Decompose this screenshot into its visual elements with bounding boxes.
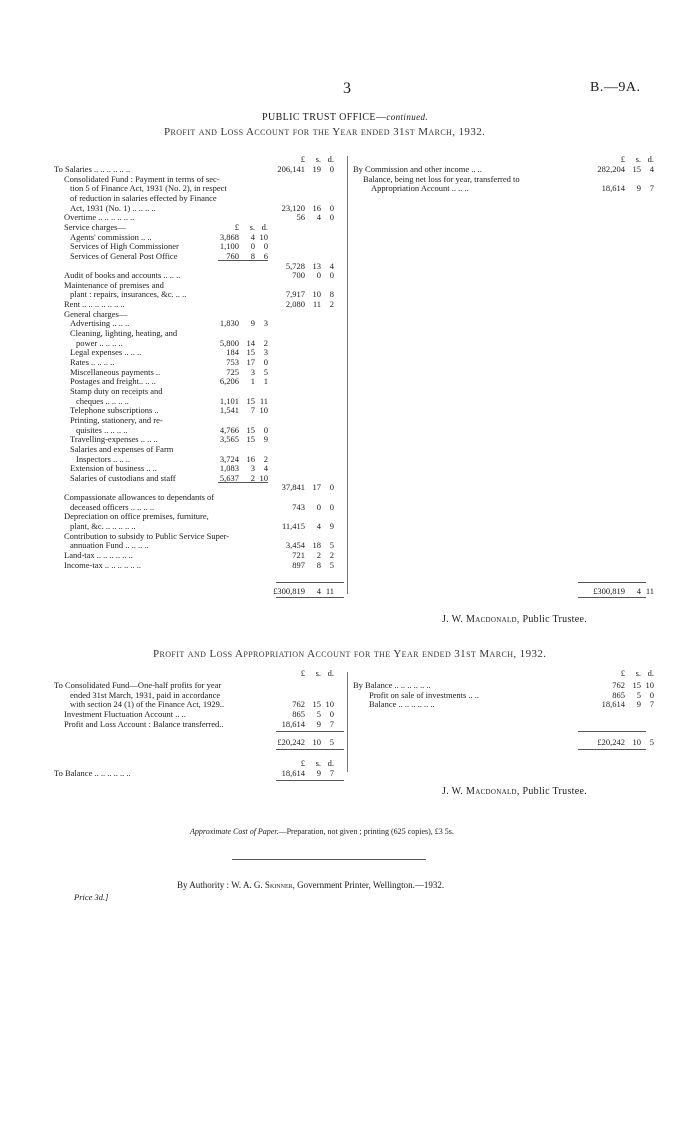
pl-right-amount-shillings: 15 — [632, 164, 641, 174]
pl-inner-amount — [201, 425, 268, 435]
pl-left-line: Contribution to subsidy to Public Service Super- — [64, 530, 230, 541]
pl-left-line: cheques .. .. .. .. — [76, 395, 129, 406]
document-reference: B.—9A. — [590, 80, 641, 95]
pl-right-line: By Commission and other income .. .. — [353, 164, 482, 174]
pl-left-amount-shillings: 4 — [316, 521, 321, 532]
balance-col-head-shillings: s. — [315, 758, 321, 768]
pl-left-col-head — [267, 154, 334, 164]
pl-left-amount-pence: 8 — [329, 289, 334, 300]
pl-left-amount — [267, 521, 334, 531]
pl-right-col-head-pounds: £ — [620, 154, 625, 164]
pl-left-amount-pence: 0 — [329, 202, 334, 213]
pl-left-line: Maintenance of premises and — [64, 279, 164, 290]
pl-left-line: plant : repairs, insurances, &c. .. .. — [70, 289, 187, 300]
office-heading — [262, 112, 428, 123]
pl-left-line: Salaries of custodians and staff — [70, 472, 176, 483]
pl-left-amount-pounds: 700 — [292, 270, 305, 281]
pl-left-line: Services of High Commissioner — [70, 241, 179, 252]
pl-left-line: Salaries and expenses of Farm — [70, 443, 174, 454]
pl-left-amount-pence: 2 — [329, 299, 334, 310]
pl-left-amount — [267, 289, 334, 299]
cost-note-text: —Preparation, not given ; printing (625 copies), £3 5s. — [278, 827, 454, 836]
appr-right-total-pounds: £20,242 — [597, 737, 625, 747]
pl-inner-amount-pounds: 1,541 — [219, 405, 239, 416]
signature-role: Public Trustee. — [519, 786, 588, 797]
pl-inner-amount — [201, 338, 268, 348]
pl-left-amount-pounds: 56 — [296, 212, 305, 223]
pl-inner-amount-shillings: 16 — [246, 453, 255, 464]
pl-inner-amount-pence: 10 — [259, 472, 268, 483]
pl-left-amount — [267, 540, 334, 550]
pl-left-line: tion 5 of Finance Act, 1931 (No. 2), in respect — [70, 183, 227, 194]
rule — [578, 597, 646, 598]
pl-left-amount-shillings: 18 — [312, 540, 321, 551]
pl-left-line: of reduction in salaries effected by Finance — [70, 192, 217, 203]
cost-note — [190, 827, 454, 836]
pl-inner-amount-shillings: 8 — [250, 250, 255, 261]
appr-right-amount-shillings: 5 — [636, 689, 641, 700]
pl-inner-amount-shillings: 15 — [246, 347, 255, 358]
pl-inner-amount-pence: 0 — [263, 241, 268, 252]
pl-inner-amount-pounds: 4,766 — [219, 424, 239, 435]
balance-amount — [267, 768, 334, 778]
appr-right-amount — [587, 680, 654, 690]
column-rule — [347, 672, 348, 772]
pl-left-col-head-pence: d. — [327, 154, 334, 164]
pl-left-line: Advertising .. .. .. — [70, 318, 130, 329]
pl-inner-amount — [201, 367, 268, 377]
pl-left-amount-shillings: 0 — [316, 501, 321, 512]
pl-left-line: Telephone subscriptions .. — [70, 405, 159, 416]
appr-right-amount-shillings: 15 — [632, 680, 641, 690]
pl-left-line: deceased officers .. .. .. .. — [70, 501, 155, 512]
appr-right-amount-shillings: 9 — [636, 699, 641, 710]
pl-left-amount-pounds: 37,841 — [281, 482, 305, 493]
price: Price 3d.] — [74, 892, 109, 902]
pl-inner-amount-shillings: 7 — [250, 405, 255, 416]
pl-left-amount-pence: 2 — [329, 550, 334, 560]
pl-inner-amount-pounds: 1,083 — [219, 463, 239, 474]
pl-left-amount-shillings: 4 — [316, 212, 321, 223]
pl-left-line: Audit of books and accounts .. .. .. — [64, 270, 181, 281]
pl-left-amount-pounds: 897 — [292, 559, 305, 570]
appr-right-col-head — [587, 668, 654, 678]
pl-left-amount-pounds: 23,120 — [281, 202, 305, 213]
appr-right-amount-pounds: 865 — [612, 689, 625, 700]
pl-inner-col-head-pence: d. — [261, 221, 268, 232]
pl-inner-amount-pence: 10 — [259, 231, 268, 242]
pl-left-amount-pence: 5 — [329, 540, 334, 551]
pl-left-amount-pounds: 743 — [292, 501, 305, 512]
pl-left-line: Stamp duty on receipts and — [70, 385, 163, 396]
pl-left-amount-pounds: 721 — [292, 550, 305, 560]
appr-left-col-head-shillings: s. — [315, 668, 321, 678]
pl-left-col-head-pounds: £ — [300, 154, 305, 164]
appr-left-line: To Consolidated Fund—One-half profits for year — [54, 680, 222, 690]
appr-left-amount-shillings: 5 — [316, 708, 321, 719]
pl-left-line: Printing, stationery, and re- — [70, 414, 163, 425]
appr-left-total-pence: 5 — [329, 737, 334, 747]
pl-left-line: Agents' commission .. .. — [70, 231, 152, 242]
pl-left-amount — [267, 261, 334, 271]
pl-left-amount-pence: 0 — [329, 270, 334, 281]
pl-right-amount — [587, 164, 654, 174]
pl-inner-col-head-pounds: £ — [234, 221, 239, 232]
pl-left-amount-pounds: 7,917 — [285, 289, 305, 300]
authority-name: W. A. G. Skinner, — [231, 880, 295, 890]
pl-inner-amount-shillings: 15 — [246, 434, 255, 445]
pl-inner-amount-pounds: 5,637 — [219, 472, 239, 483]
pl-right-amount — [587, 183, 654, 193]
pl-left-amount — [267, 203, 334, 213]
pl-inner-amount-shillings: 17 — [246, 357, 255, 367]
pl-left-amount — [267, 482, 334, 492]
appr-right-total-shillings: 10 — [632, 737, 641, 747]
pl-inner-amount-pounds: 3,565 — [219, 434, 239, 445]
pl-inner-col-head — [201, 222, 268, 232]
pl-left-amount — [267, 550, 334, 560]
pl-inner-amount-pence: 6 — [263, 250, 268, 261]
pl-inner-amount — [201, 241, 268, 251]
pl-inner-amount-pounds: 1,100 — [219, 241, 239, 252]
authority-pre: By Authority : — [177, 880, 232, 890]
appr-left-amount-shillings: 15 — [312, 699, 321, 710]
appr-right-amount-pence: 0 — [649, 689, 654, 700]
pl-left-line: Land-tax .. .. .. .. .. .. — [64, 550, 133, 560]
pl-right-line: Balance, being net loss for year, transferred to — [363, 173, 520, 184]
appr-left-amount-pounds: 18,614 — [281, 718, 305, 729]
pl-left-amount-shillings: 19 — [312, 164, 321, 174]
pl-inner-col-head-shillings: s. — [249, 221, 255, 232]
pl-left-line: Rent .. .. .. .. .. .. .. — [64, 299, 125, 310]
rule — [218, 482, 268, 483]
pl-left-amount-shillings: 10 — [312, 289, 321, 300]
pl-left-line: General charges— — [64, 308, 128, 319]
pl-left-line: Depreciation on office premises, furniture, — [64, 511, 209, 522]
appr-left-amount — [267, 719, 334, 729]
pl-inner-amount-pounds: 184 — [226, 347, 239, 358]
balance-line: To Balance .. .. .. .. .. .. — [54, 768, 131, 778]
appr-left-amount-pence: 7 — [329, 718, 334, 729]
appr-right-total — [587, 737, 654, 747]
pl-inner-amount-pence: 2 — [263, 337, 268, 348]
pl-inner-amount — [201, 463, 268, 473]
pl-left-line: Legal expenses .. .. .. — [70, 347, 142, 358]
pl-right-line: Appropriation Account .. .. .. — [371, 183, 469, 194]
office-heading-main: PUBLIC TRUST OFFICE— — [262, 112, 387, 123]
pl-right-amount-pounds: 18,614 — [601, 183, 625, 194]
pl-left-col-head-shillings: s. — [315, 154, 321, 164]
pl-left-total — [267, 586, 334, 596]
appr-left-total-shillings: 10 — [312, 737, 321, 747]
authority-post: Government Printer, Wellington.—1932. — [294, 880, 445, 890]
pl-inner-amount-pounds: 753 — [226, 357, 239, 367]
pl-inner-amount-pence: 3 — [263, 318, 268, 329]
pl-inner-amount-pounds: 6,206 — [219, 376, 239, 387]
pl-left-amount-shillings: 8 — [316, 559, 321, 570]
pl-inner-amount-shillings: 3 — [250, 463, 255, 474]
pl-left-amount — [267, 299, 334, 309]
pl-left-amount-pence: 5 — [329, 559, 334, 570]
pl-inner-amount-shillings: 1 — [250, 376, 255, 387]
appr-right-amount — [587, 699, 654, 709]
appr-left-total — [267, 737, 334, 747]
appr-right-col-head-pence: d. — [647, 668, 654, 678]
pl-left-line: Postages and freight.. .. .. — [70, 376, 156, 387]
pl-left-amount — [267, 502, 334, 512]
appr-right-amount-pounds: 18,614 — [601, 699, 625, 710]
pl-inner-amount — [201, 454, 268, 464]
pl-inner-amount-pounds: 725 — [226, 366, 239, 377]
office-heading-continued: continued. — [386, 112, 429, 122]
appr-left-amount-pence: 0 — [329, 708, 334, 719]
signature-1 — [442, 614, 587, 625]
pl-left-amount-shillings: 0 — [316, 270, 321, 281]
pl-left-line: Overtime .. .. .. .. .. .. — [64, 212, 135, 223]
pl-left-line: Inspectors .. .. .. — [76, 453, 131, 464]
pl-left-amount-shillings: 2 — [316, 550, 321, 560]
pl-left-line: Service charges— — [64, 221, 126, 232]
pl-left-amount-pounds: 2,080 — [285, 299, 305, 310]
pl-left-amount-shillings: 11 — [312, 299, 321, 310]
pl-left-line: annuation Fund .. .. .. .. — [70, 540, 149, 551]
balance-amount-shillings: 9 — [316, 768, 321, 778]
balance-col-head — [267, 758, 334, 768]
page-number: 3 — [343, 80, 351, 97]
pl-right-amount-pence: 7 — [649, 183, 654, 194]
pl-inner-amount-shillings: 14 — [246, 337, 255, 348]
appr-right-amount-pounds: 762 — [612, 680, 625, 690]
pl-left-amount-pence: 0 — [329, 501, 334, 512]
rule — [276, 731, 344, 732]
pl-left-amount — [267, 270, 334, 280]
cost-note-label: Approximate Cost of Paper. — [190, 827, 279, 836]
pl-inner-amount-pence: 9 — [263, 434, 268, 445]
pl-left-line: Compassionate allowances to dependants of — [64, 492, 215, 503]
pl-inner-amount-pounds: 1,101 — [219, 395, 239, 406]
appr-left-amount-pounds: 865 — [292, 708, 305, 719]
pl-left-line: Cleaning, lighting, heating, and — [70, 328, 178, 339]
pl-inner-amount-pence: 4 — [263, 463, 268, 474]
rule — [218, 260, 268, 261]
pl-inner-amount-pence: 11 — [259, 395, 268, 406]
pl-inner-amount-pence: 1 — [263, 376, 268, 387]
divider — [232, 859, 426, 860]
appr-left-col-head-pounds: £ — [300, 668, 305, 678]
rule — [276, 749, 344, 750]
authority-line — [177, 880, 444, 890]
pl-inner-amount-pence: 3 — [263, 347, 268, 358]
pl-inner-amount-pounds: 760 — [226, 250, 239, 261]
pl-left-line: power .. .. .. .. — [76, 337, 123, 348]
pl-inner-amount — [201, 232, 268, 242]
appr-left-amount-pence: 10 — [325, 699, 334, 710]
rule — [578, 582, 646, 583]
pl-right-col-head-shillings: s. — [635, 154, 641, 164]
pl-left-amount — [267, 560, 334, 570]
appr-left-amount — [267, 699, 334, 709]
pl-inner-amount-pounds: 1,830 — [219, 318, 239, 329]
pl-inner-amount — [201, 318, 268, 328]
appr-right-line: By Balance .. .. .. .. .. .. — [353, 680, 431, 690]
pl-left-line: Extension of business .. .. — [70, 463, 157, 474]
pl-inner-amount-shillings: 2 — [250, 472, 255, 483]
pl-inner-amount-pence: 2 — [263, 453, 268, 464]
pl-left-amount — [267, 164, 334, 174]
rule — [276, 597, 344, 598]
pl-inner-amount-pence: 10 — [259, 405, 268, 416]
pl-inner-amount-pence: 0 — [263, 424, 268, 435]
pl-right-total-pence: 11 — [645, 586, 654, 596]
pl-left-total-pence: 11 — [325, 586, 334, 596]
pl-inner-amount-pence: 0 — [263, 357, 268, 367]
pl-right-col-head — [587, 154, 654, 164]
pl-left-amount-pounds: 206,141 — [277, 164, 305, 174]
balance-amount-pounds: 18,614 — [281, 768, 305, 778]
column-rule — [347, 156, 348, 594]
pl-left-amount-pounds: 5,728 — [285, 260, 305, 271]
pl-left-amount-pence: 9 — [329, 521, 334, 532]
pl-inner-amount — [201, 376, 268, 386]
appr-left-amount-shillings: 9 — [316, 718, 321, 729]
pl-left-amount-pence: 0 — [329, 212, 334, 223]
appr-left-line: Profit and Loss Account : Balance transferred.. — [64, 718, 224, 729]
pl-inner-amount-pence: 5 — [263, 366, 268, 377]
pl-inner-amount-shillings: 15 — [246, 395, 255, 406]
appr-right-line: Balance .. .. .. .. .. .. — [369, 699, 435, 710]
pl-left-total-shillings: 4 — [316, 586, 321, 596]
appr-left-amount-pounds: 762 — [292, 699, 305, 710]
pl-inner-amount-shillings: 0 — [250, 241, 255, 252]
appr-left-line: Investment Fluctuation Account .. .. — [64, 708, 186, 719]
pl-left-amount-pence: 0 — [329, 164, 334, 174]
balance-amount-pence: 7 — [329, 768, 334, 778]
appr-left-total-pounds: £20,242 — [277, 737, 305, 747]
pl-right-amount-pence: 4 — [649, 164, 654, 174]
rule — [276, 582, 344, 583]
pl-left-line: Act, 1931 (No. 1) .. .. .. .. — [70, 202, 156, 213]
rule — [578, 749, 646, 750]
pl-inner-amount — [201, 357, 268, 367]
signature-2 — [442, 786, 587, 797]
appr-right-amount-pence: 10 — [645, 680, 654, 690]
pl-inner-amount-shillings: 3 — [250, 366, 255, 377]
pl-left-line: Rates .. .. .. .. — [70, 357, 115, 367]
balance-col-head-pence: d. — [327, 758, 334, 768]
pl-left-line: Miscellaneous payments .. — [70, 366, 161, 377]
pl-inner-amount-shillings: 4 — [250, 231, 255, 242]
signature-name: J. W. Macdonald, — [442, 786, 520, 797]
signature-role: Public Trustee. — [519, 614, 588, 625]
signature-name: J. W. Macdonald, — [442, 614, 520, 625]
pl-account-title: Profit and Loss Account for the Year ended 31st March, 1932. — [164, 126, 486, 138]
pl-inner-amount-shillings: 15 — [246, 424, 255, 435]
appr-right-total-pence: 5 — [649, 737, 654, 747]
appr-left-col-head — [267, 668, 334, 678]
pl-inner-amount — [201, 434, 268, 444]
appropriation-title: Profit and Loss Appropriation Account for the Year ended 31st March, 1932. — [153, 648, 547, 660]
pl-left-line: plant, &c. .. .. .. .. .. — [70, 521, 136, 532]
pl-right-total-pounds: £300,819 — [593, 586, 625, 596]
pl-left-amount-pounds: 3,454 — [285, 540, 305, 551]
appr-left-line: ended 31st March, 1931, paid in accordance — [70, 689, 221, 700]
pl-inner-amount-pounds: 3,868 — [219, 231, 239, 242]
pl-left-line: Services of General Post Office — [70, 250, 178, 261]
pl-inner-amount — [201, 347, 268, 357]
appr-right-amount-pence: 7 — [649, 699, 654, 710]
pl-inner-amount — [201, 396, 268, 406]
pl-right-col-head-pence: d. — [647, 154, 654, 164]
pl-left-amount-shillings: 13 — [312, 260, 321, 271]
pl-left-amount-shillings: 17 — [312, 482, 321, 493]
pl-left-amount-pence: 0 — [329, 482, 334, 493]
appr-right-col-head-pounds: £ — [620, 668, 625, 678]
pl-inner-amount — [201, 405, 268, 415]
appr-right-col-head-shillings: s. — [635, 668, 641, 678]
pl-left-line: Consolidated Fund : Payment in terms of sec- — [64, 173, 220, 184]
pl-left-line: quisites .. .. .. .. — [76, 424, 128, 435]
pl-left-total-pounds: £300,819 — [273, 586, 305, 596]
pl-inner-amount-pounds: 3,724 — [219, 453, 239, 464]
pl-left-amount — [267, 212, 334, 222]
pl-left-line: To Salaries .. .. .. .. .. .. — [54, 164, 131, 174]
appr-left-amount — [267, 709, 334, 719]
pl-right-total-shillings: 4 — [636, 586, 641, 596]
appr-left-line: with section 24 (1) of the Finance Act, 1929.. — [70, 699, 225, 710]
pl-right-amount-pounds: 282,204 — [597, 164, 625, 174]
appr-right-amount — [587, 690, 654, 700]
balance-col-head-pounds: £ — [300, 758, 305, 768]
pl-left-amount-pence: 4 — [329, 260, 334, 271]
rule — [578, 731, 646, 732]
pl-left-amount-pounds: 11,415 — [281, 521, 305, 532]
pl-left-line: Income-tax .. .. .. .. .. .. — [64, 559, 141, 570]
pl-right-amount-shillings: 9 — [636, 183, 641, 194]
pl-inner-amount-shillings: 9 — [250, 318, 255, 329]
appr-right-line: Profit on sale of investments .. .. — [369, 689, 480, 700]
pl-inner-amount-pounds: 5,800 — [219, 337, 239, 348]
appr-left-col-head-pence: d. — [327, 668, 334, 678]
rule — [276, 780, 344, 781]
pl-left-line: Travelling-expenses .. .. .. — [70, 434, 158, 445]
pl-right-total — [587, 586, 654, 596]
pl-left-amount-shillings: 16 — [312, 202, 321, 213]
